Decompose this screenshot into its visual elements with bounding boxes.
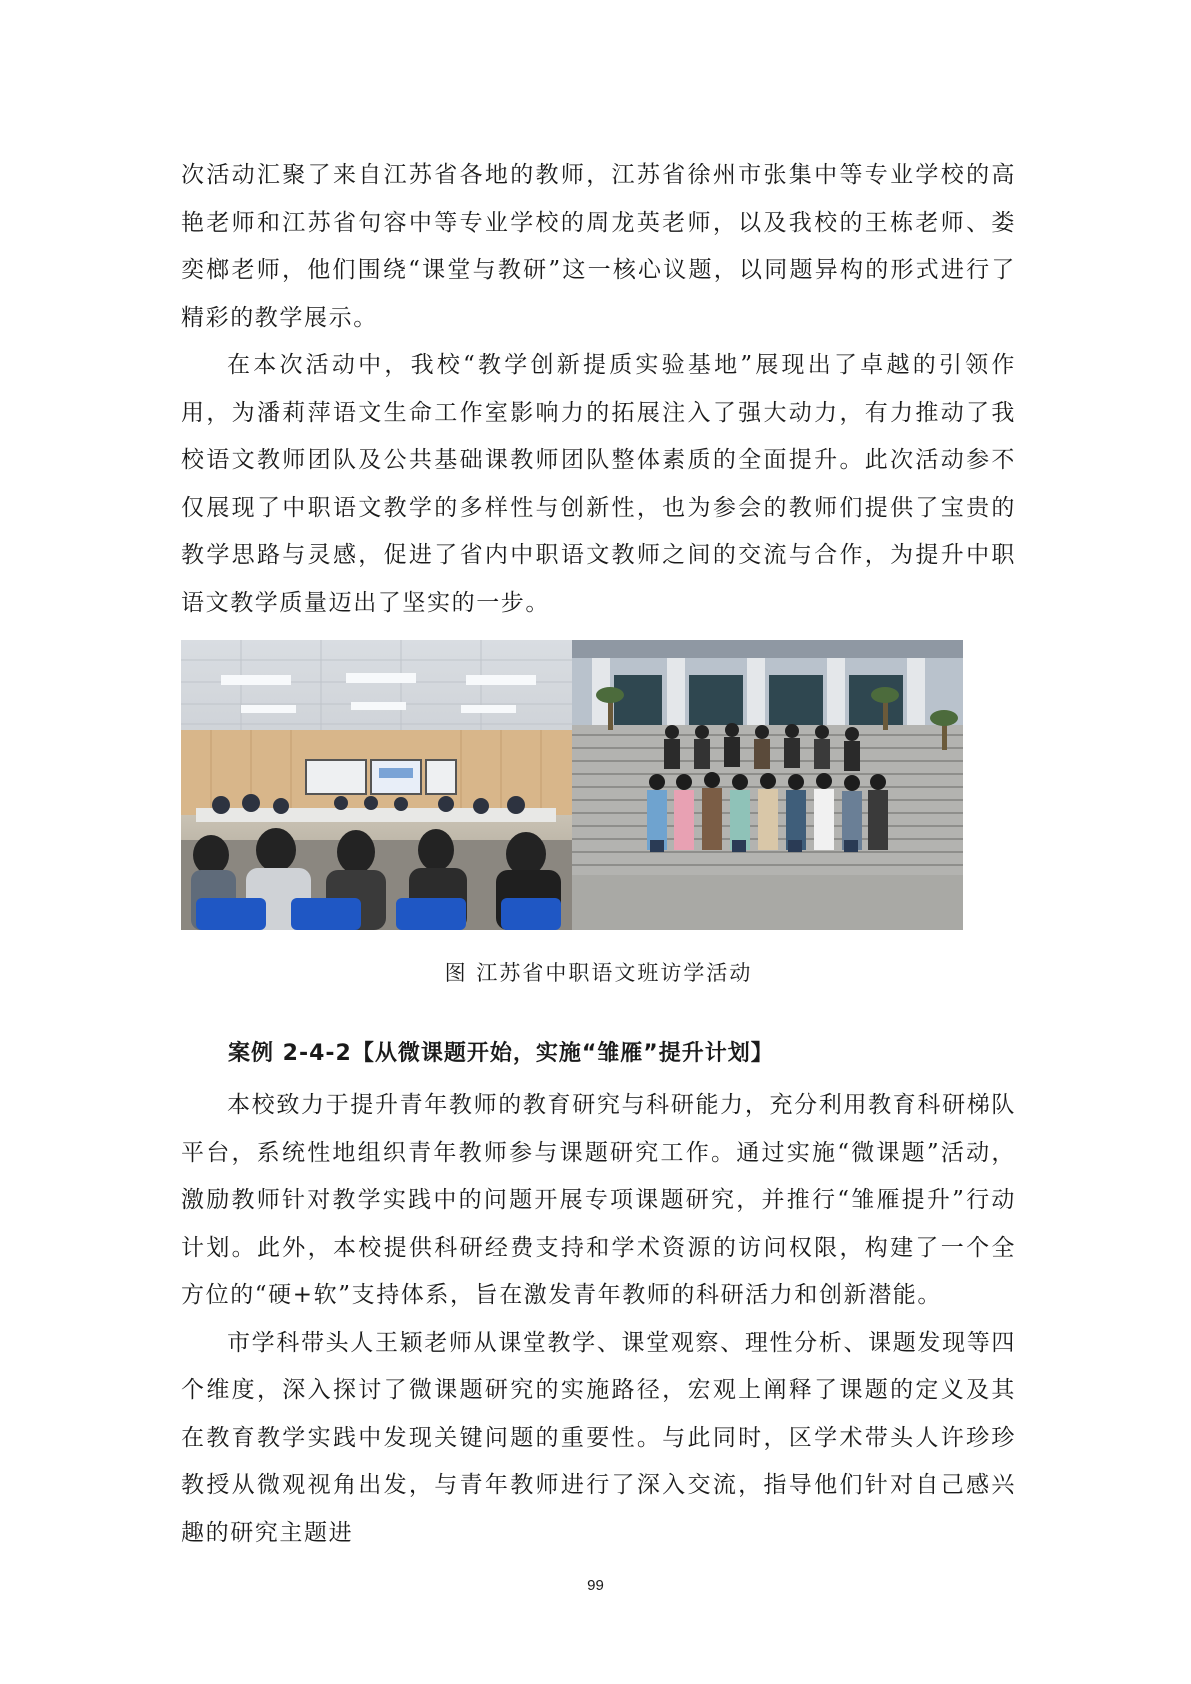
case-heading: 案例 2-4-2【从微课题开始，实施“雏雁”提升计划】 xyxy=(228,1041,774,1066)
body-text-bottom xyxy=(181,1082,1016,1557)
classroom-meeting-photo xyxy=(181,640,572,930)
group-photo-stairs xyxy=(572,640,963,930)
paragraph: 市学科带头人王颖老师从课堂教学、课堂观察、理性分析、课题发现等四个维度，深入探讨了微课题研究的实施路径，宏观上阐释了课题的定义及其在教育教学实践中发现关键问题的重要性。与此同时，区学术带头人许珍珍教授从微观视角出发，与青年教师进行了深入交流，指导他们针对自己感兴趣的研究主题进 xyxy=(181,1329,1016,1546)
figure-photos xyxy=(181,640,963,930)
paragraph: 本校致力于提升青年教师的教育研究与科研能力，充分利用教育科研梯队平台，系统性地组织青年教师参与课题研究工作。通过实施“微课题”活动，激励教师针对教学实践中的问题开展专项课题研究，并推行“雏雁提升”行动计划。此外，本校提供科研经费支持和学术资源的访问权限，构建了一个全方位的“硬+软”支持体系，旨在激发青年教师的科研活力和创新潜能。 xyxy=(181,1092,1016,1308)
paragraph: 在本次活动中，我校“教学创新提质实验基地”展现出了卓越的引领作用，为潘莉萍语文生命工作室影响力的拓展注入了强大动力，有力推动了我校语文教师团队及公共基础课教师团队整体素质的全面提升。此次活动参不仅展现了中职语文教学的多样性与创新性，也为参会的教师们提供了宝贵的教学思路与灵感，促进了省内中职语文教师之间的交流与合作，为提升中职语文教学质量迈出了坚实的一步。 xyxy=(181,352,1016,616)
page-number: 99 xyxy=(587,1577,604,1594)
body-text-top xyxy=(181,152,1016,627)
figure-caption: 图 江苏省中职语文班访学活动 xyxy=(444,961,753,985)
paragraph-continuation: 次活动汇聚了来自江苏省各地的教师，江苏省徐州市张集中等专业学校的高艳老师和江苏省句容中等专业学校的周龙英老师，以及我校的王栋老师、娄奕榔老师，他们围绕“课堂与教研”这一核心议题，以同题异构的形式进行了精彩的教学展示。 xyxy=(181,162,1016,331)
